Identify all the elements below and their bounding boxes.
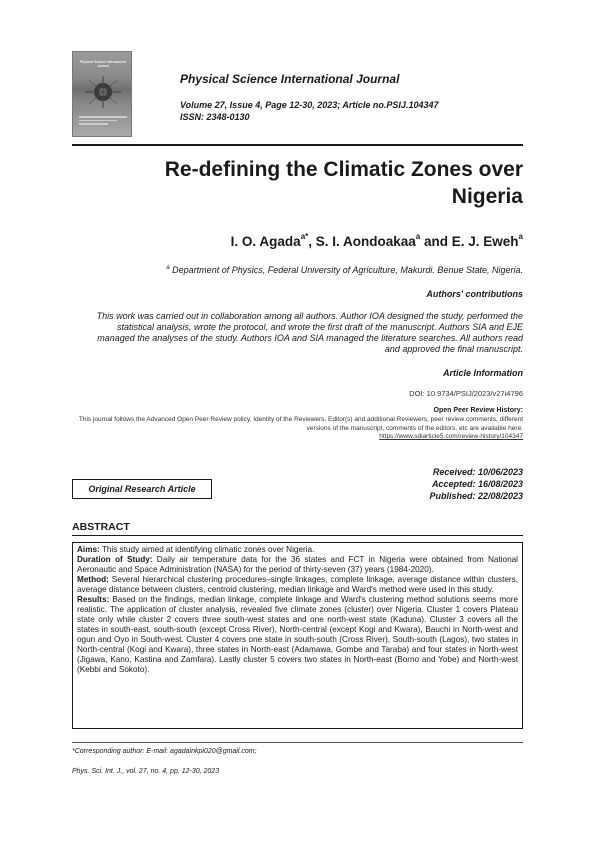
author-affiliation-mark: a xyxy=(415,232,421,241)
abstract-divider xyxy=(72,535,523,536)
article-title xyxy=(72,156,523,210)
contributions-text: This work was carried out in collaboration among all authors. Author IOA designed the study, performed the statistical analysis, wrote the protocol, and wrote the first draft of the manuscript. Authors SIA and EJE managed the analyses of the study. Authors IOA and SIA managed the literature searches. All authors read and approved the final manuscript. xyxy=(96,311,523,354)
accepted-date: Accepted: 16/08/2023 xyxy=(431,479,523,489)
author-name: I. O. Agada xyxy=(230,234,301,249)
contributions-heading: Authors' contributions xyxy=(426,289,523,299)
abstract-duration-label: Duration of Study: xyxy=(77,555,153,564)
footer-divider xyxy=(72,742,523,743)
journal-issn: ISSN: 2348-0130 xyxy=(180,112,250,122)
received-date: Received: 10/06/2023 xyxy=(432,467,523,477)
article-type-badge: Original Research Article xyxy=(72,479,212,499)
article-title-line-2: Nigeria xyxy=(451,185,523,208)
author-list xyxy=(231,232,523,249)
article-title-line-1: Re-defining the Climatic Zones over xyxy=(164,158,523,181)
abstract-results-text: Based on the findings, median linkage, complete linkage and Ward's clustering method solutions seems more realistic. The application of cluster analysis, revealed five climate zones (cluster) over Nigeria. Cluster 1 covers Plateau state only while cluster 2 covers three south-west states and one north-west state (Kaduna). Cluster 3 covers all the states in south-east, south-south (except Cross River), North-central (except Kogi and Kwara), Bauchi in North-west and ogun and Oyo in South-west. Cluster 4 covers one state in south-south (Cross River), South-south (Lagos), two states in North-central (Kogi and Kwara), three states in North-east (Adamawa, Gombe and Taraba) and four states in North-west (Jigawa, Kano, Kastina and Zamfara). Lastly cluster 5 covers two states in North-east (Borno and Yobe) and North-west (Kebbi and Sokoto). xyxy=(77,595,518,674)
abstract-heading: ABSTRACT xyxy=(72,521,130,533)
author-name: S. I. Aondoakaa xyxy=(315,234,416,249)
header-divider xyxy=(72,144,523,146)
abstract-duration-text: Daily air temperature data for the 36 states and FCT in Nigeria were obtained from National Aeronautic and Space Administration (NASA) for the period of thirty-seven (37) years (1984-2020). xyxy=(77,555,518,574)
article-dates xyxy=(429,466,523,502)
published-date: Published: 22/08/2023 xyxy=(429,491,523,501)
cover-text-lines xyxy=(79,116,127,127)
doi: DOI: 10.9734/PSIJ/2023/v27i4796 xyxy=(409,389,523,398)
abstract-duration xyxy=(77,555,518,575)
journal-volume-line: Volume 27, Issue 4, Page 12-30, 2023; Article no.PSIJ.104347 xyxy=(180,100,439,110)
author-affiliation-mark: a* xyxy=(300,232,309,241)
author-affiliation-mark: a xyxy=(518,232,523,241)
citation: Phys. Sci. Int. J., vol. 27, no. 4, pp. 12-30, 2023 xyxy=(72,768,220,775)
affiliation-mark: a xyxy=(166,265,170,271)
abstract-results-label: Results: xyxy=(77,595,110,604)
peer-review-heading: Open Peer Review History: xyxy=(433,407,523,414)
abstract-aims-text: This study aimed at identifying climatic zones over Nigeria. xyxy=(99,545,315,554)
journal-name: Physical Science International Journal xyxy=(180,72,400,86)
abstract-results xyxy=(77,595,518,675)
article-information-heading: Article Information xyxy=(442,368,523,378)
affiliation xyxy=(166,265,523,275)
peer-review-link[interactable]: https://www.sdiarticle5.com/review-history/104347 xyxy=(379,433,523,440)
abstract-method-text: Several hierarchical clustering procedures–single linkages, complete linkage, average distance within clusters, average distance between clusters, centroid clustering, median linkage and Ward's method were used in this study. xyxy=(77,575,518,594)
abstract-aims xyxy=(77,545,518,555)
author-separator: and xyxy=(420,234,452,249)
author-separator: , xyxy=(308,234,316,249)
abstract-method-label: Method: xyxy=(77,575,109,584)
peer-review-text: This journal follows the Advanced Open Peer Review policy. Identity of the Reviewers, Editor(s) and additional Reviewers, peer review comments, different versions of the manuscript, comments of the editors, etc are available here: xyxy=(78,416,523,432)
abstract-box xyxy=(72,542,523,729)
cover-artwork xyxy=(83,74,123,110)
cover-title: Physical Science International Journal xyxy=(80,60,126,68)
author-name: E. J. Eweh xyxy=(451,234,519,249)
abstract-aims-label: Aims: xyxy=(77,545,100,554)
corresponding-author: *Corresponding author: E-mail: agadainkpi020@gmail.com; xyxy=(72,748,257,755)
affiliation-text: Department of Physics, Federal University of Agriculture, Makurdi. Benue State, Nigeria. xyxy=(172,265,523,275)
journal-cover-image xyxy=(72,51,132,137)
abstract-method xyxy=(77,575,518,595)
